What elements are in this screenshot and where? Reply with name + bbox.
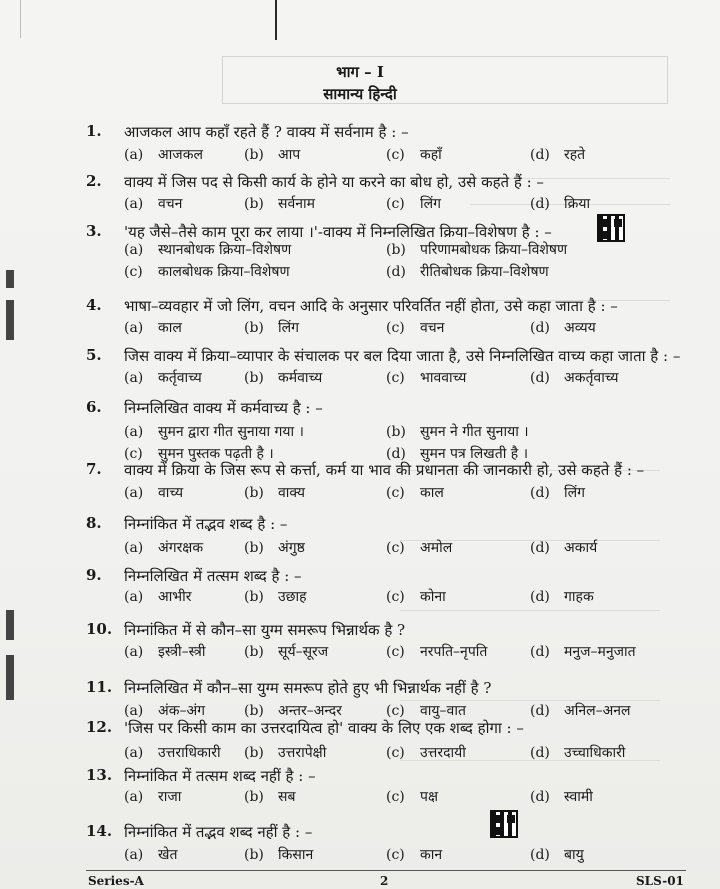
answer-option: [386, 587, 446, 606]
option-text: अंगरक्षक: [158, 540, 204, 556]
scan-rule: [20, 0, 21, 38]
question-text: निम्नांकित में तत्सम शब्द नहीं है : –: [124, 767, 316, 785]
answer-option: [124, 145, 203, 164]
question-number: 11.: [86, 678, 113, 696]
option-text: पक्ष: [420, 789, 438, 805]
option-label: (b): [244, 703, 264, 719]
option-text: सुमन पुस्तक पढ़ती है ।: [158, 446, 274, 462]
option-label: (c): [386, 147, 405, 163]
subject-heading: सामान्य हिन्दी: [323, 85, 397, 103]
option-text: वायु–वात: [420, 703, 466, 719]
option-text: सूर्य–सूरज: [278, 644, 329, 660]
option-label: (a): [124, 847, 144, 863]
option-text: स्वामी: [564, 789, 593, 805]
part-heading: भाग – I: [336, 63, 384, 81]
answer-option: [386, 368, 466, 387]
option-text: सुमन द्वारा गीत सुनाया गया ।: [158, 424, 304, 440]
option-label: (b): [244, 320, 264, 336]
qr-code-icon: [490, 810, 518, 838]
option-text: सुमन पत्र लिखती है ।: [420, 446, 529, 462]
option-label: (a): [124, 589, 144, 605]
answer-option: [244, 483, 305, 502]
option-text: वचन: [158, 196, 183, 212]
answer-option: [124, 368, 202, 387]
booklet-code: SLS-01: [636, 874, 684, 888]
option-label: (b): [244, 745, 264, 761]
answer-option: [530, 743, 625, 762]
option-label: (b): [244, 485, 264, 501]
question-number: 14.: [86, 822, 113, 840]
answer-option: [124, 642, 205, 661]
option-label: (b): [244, 540, 264, 556]
answer-option: [386, 743, 466, 762]
option-label: (b): [244, 196, 264, 212]
option-label: (d): [386, 446, 406, 462]
answer-option: [124, 845, 177, 864]
option-text: मनुज–मनुजात: [564, 644, 636, 660]
option-label: (a): [124, 703, 144, 719]
option-label: (a): [124, 196, 144, 212]
option-label: (d): [530, 789, 550, 805]
option-label: (b): [244, 370, 264, 386]
option-label: (a): [124, 745, 144, 761]
question-number: 6.: [86, 398, 102, 416]
option-label: (d): [530, 485, 550, 501]
answer-option: [386, 318, 444, 337]
option-label: (d): [386, 264, 406, 280]
question-number: 3.: [86, 222, 102, 240]
question-text: निम्नलिखित में तत्सम शब्द है : –: [124, 567, 302, 585]
answer-option: [530, 318, 596, 337]
series-label: Series-A: [88, 874, 144, 888]
answer-option: [530, 368, 619, 387]
question-text: निम्नलिखित वाक्य में कर्मवाच्य है : –: [124, 399, 323, 417]
binding-mark: [6, 300, 14, 340]
option-text: आभीर: [158, 589, 192, 605]
question-text: आजकल आप कहाँ रहते हैं ? वाक्य में सर्वनाम है : –: [124, 123, 409, 141]
answer-option: [124, 743, 221, 762]
option-label: (d): [530, 589, 550, 605]
question-number: 1.: [86, 122, 102, 140]
option-text: सुमन ने गीत सुनाया ।: [420, 424, 529, 440]
option-label: (d): [530, 196, 550, 212]
option-text: अंक–अंग: [158, 703, 206, 719]
option-text: उछाह: [278, 589, 307, 605]
question-text: वाक्य में क्रिया के जिस रूप से कर्त्ता, कर्म या भाव की प्रधानता की जानकारी हो, उसे कहते हैं : –: [124, 461, 645, 479]
option-label: (c): [386, 745, 405, 761]
option-text: आप: [278, 147, 301, 163]
answer-option: [244, 845, 313, 864]
answer-option: [530, 787, 593, 806]
option-label: (b): [244, 147, 264, 163]
answer-option: [386, 845, 442, 864]
answer-option: [386, 262, 549, 281]
answer-option: [386, 483, 444, 502]
option-label: (c): [386, 370, 405, 386]
option-text: अमोल: [420, 540, 453, 556]
binding-mark: [6, 655, 14, 700]
answer-option: [124, 262, 290, 281]
option-text: अन्तर–अन्दर: [278, 703, 342, 719]
question-number: 12.: [86, 718, 113, 736]
option-text: गाहक: [564, 589, 594, 605]
answer-option: [386, 145, 442, 164]
option-text: वाक्य: [278, 485, 306, 501]
option-label: (d): [530, 745, 550, 761]
question-text: वाक्य में जिस पद से किसी कार्य के होने या करने का बोध हो, उसे कहते हैं : –: [124, 173, 544, 191]
question-text: निम्नांकित में तद्भव शब्द नहीं है : –: [124, 823, 313, 841]
option-label: (a): [124, 789, 144, 805]
question-text: भाषा–व्यवहार में जो लिंग, वचन आदि के अनुसार परिवर्तित नहीं होता, उसे कहा जाता है : –: [124, 297, 618, 315]
option-label: (a): [124, 147, 144, 163]
option-text: वाच्य: [158, 485, 184, 501]
option-label: (c): [386, 196, 405, 212]
question-text: निम्नलिखित में कौन–सा युग्म समरूप होते हुए भी भिन्नार्थक नहीं है ?: [124, 679, 492, 697]
bleed-line: [400, 610, 660, 611]
answer-option: [530, 587, 594, 606]
answer-option: [124, 422, 304, 441]
question-number: 2.: [86, 172, 102, 190]
answer-option: [124, 483, 183, 502]
answer-option: [244, 194, 315, 213]
option-label: (a): [124, 242, 144, 258]
answer-option: [530, 145, 585, 164]
option-text: क्रिया: [564, 196, 591, 212]
answer-option: [386, 538, 452, 557]
option-text: काल: [158, 320, 182, 336]
option-text: अनिल–अनल: [564, 703, 631, 719]
answer-option: [530, 845, 584, 864]
option-text: राजा: [158, 789, 182, 805]
binding-mark: [6, 270, 14, 288]
answer-option: [244, 145, 300, 164]
option-text: अकार्य: [564, 540, 598, 556]
option-text: काल: [420, 485, 444, 501]
option-text: अंगुष्ठ: [278, 540, 305, 556]
option-label: (a): [124, 644, 144, 660]
answer-option: [244, 368, 322, 387]
answer-option: [124, 240, 291, 259]
option-text: लिंग: [420, 196, 441, 212]
question-number: 9.: [86, 566, 102, 584]
answer-option: [530, 701, 631, 720]
option-label: (c): [124, 264, 143, 280]
option-label: (b): [386, 424, 406, 440]
option-label: (d): [530, 703, 550, 719]
option-label: (a): [124, 370, 144, 386]
answer-option: [530, 642, 636, 661]
answer-option: [530, 194, 590, 213]
option-text: रीतिबोधक क्रिया–विशेषण: [420, 264, 549, 280]
option-label: (b): [386, 242, 406, 258]
option-label: (c): [386, 540, 405, 556]
option-label: (a): [124, 320, 144, 336]
answer-option: [386, 787, 438, 806]
option-text: इस्त्री–स्त्री: [158, 644, 206, 660]
answer-option: [244, 587, 307, 606]
option-label: (d): [530, 540, 550, 556]
option-text: नरपति–नृपति: [420, 644, 488, 660]
option-label: (c): [386, 644, 405, 660]
question-number: 5.: [86, 346, 102, 364]
answer-option: [530, 483, 585, 502]
answer-option: [530, 538, 597, 557]
option-text: किसान: [278, 847, 314, 863]
option-text: अव्यय: [564, 320, 596, 336]
footer-rule: [86, 870, 686, 871]
option-text: लिंग: [564, 485, 585, 501]
option-text: कालबोधक क्रिया–विशेषण: [158, 264, 290, 280]
option-label: (b): [244, 789, 264, 805]
question-text: 'जिस पर किसी काम का उत्तरदायित्व हो' वाक्य के लिए एक शब्द होगा : –: [124, 719, 524, 737]
option-text: उत्तरापेक्षी: [278, 745, 327, 761]
option-text: उत्तराधिकारी: [158, 745, 221, 761]
option-text: खेत: [158, 847, 178, 863]
option-label: (c): [386, 847, 405, 863]
option-label: (c): [386, 703, 405, 719]
option-label: (a): [124, 424, 144, 440]
answer-option: [124, 318, 182, 337]
answer-option: [244, 318, 299, 337]
option-text: आजकल: [158, 147, 203, 163]
answer-option: [244, 787, 295, 806]
option-text: भाववाच्य: [420, 370, 467, 386]
qr-code-icon: [597, 214, 625, 242]
question-number: 7.: [86, 460, 102, 478]
page-number: 2: [380, 874, 389, 888]
question-text: 'यह जैसे–तैसे काम पूरा कर लाया ।'-वाक्य में निम्नलिखित क्रिया–विशेषण है : –: [124, 223, 552, 241]
option-label: (d): [530, 370, 550, 386]
option-text: परिणामबोधक क्रिया–विशेषण: [420, 242, 568, 258]
option-text: बायु: [564, 847, 584, 863]
option-label: (d): [530, 644, 550, 660]
option-label: (d): [530, 320, 550, 336]
option-text: अकर्तृवाच्य: [564, 370, 619, 386]
option-text: कोना: [420, 589, 446, 605]
scan-rule: [275, 0, 277, 40]
option-label: (c): [386, 485, 405, 501]
binding-mark: [6, 610, 14, 640]
option-text: उत्तरदायी: [420, 745, 466, 761]
option-label: (d): [530, 147, 550, 163]
question-number: 10.: [86, 620, 113, 638]
answer-option: [386, 422, 529, 441]
question-text: जिस वाक्य में क्रिया–व्यापार के संचालक पर बल दिया जाता है, उसे निम्नलिखित वाच्य कहा जाता है : –: [124, 347, 681, 365]
question-text: निम्नांकित में से कौन–सा युग्म समरूप भिन्नार्थक है ?: [124, 621, 406, 639]
answer-option: [244, 642, 328, 661]
question-text: निम्नांकित में तद्भव शब्द है : –: [124, 515, 288, 533]
option-label: (b): [244, 644, 264, 660]
question-number: 13.: [86, 766, 113, 784]
option-text: उच्चाधिकारी: [564, 745, 626, 761]
option-text: लिंग: [278, 320, 299, 336]
option-text: सर्वनाम: [278, 196, 316, 212]
answer-option: [386, 642, 487, 661]
option-text: रहते: [564, 147, 586, 163]
option-label: (c): [124, 446, 143, 462]
option-label: (c): [386, 320, 405, 336]
option-label: (b): [244, 847, 264, 863]
option-label: (d): [530, 847, 550, 863]
option-text: कान: [420, 847, 443, 863]
option-text: कर्मवाच्य: [278, 370, 323, 386]
option-text: कर्तृवाच्य: [158, 370, 202, 386]
option-label: (a): [124, 485, 144, 501]
question-number: 4.: [86, 296, 102, 314]
option-text: कहाँ: [420, 147, 442, 163]
option-label: (c): [386, 789, 405, 805]
answer-option: [124, 587, 192, 606]
answer-option: [386, 240, 567, 259]
option-label: (c): [386, 589, 405, 605]
answer-option: [244, 538, 305, 557]
option-label: (a): [124, 540, 144, 556]
answer-option: [124, 538, 203, 557]
answer-option: [244, 743, 326, 762]
option-label: (b): [244, 589, 264, 605]
answer-option: [386, 194, 441, 213]
option-text: सब: [278, 789, 296, 805]
answer-option: [124, 194, 182, 213]
question-number: 8.: [86, 514, 102, 532]
option-text: स्थानबोधक क्रिया–विशेषण: [158, 242, 292, 258]
option-text: वचन: [420, 320, 445, 336]
answer-option: [124, 787, 181, 806]
